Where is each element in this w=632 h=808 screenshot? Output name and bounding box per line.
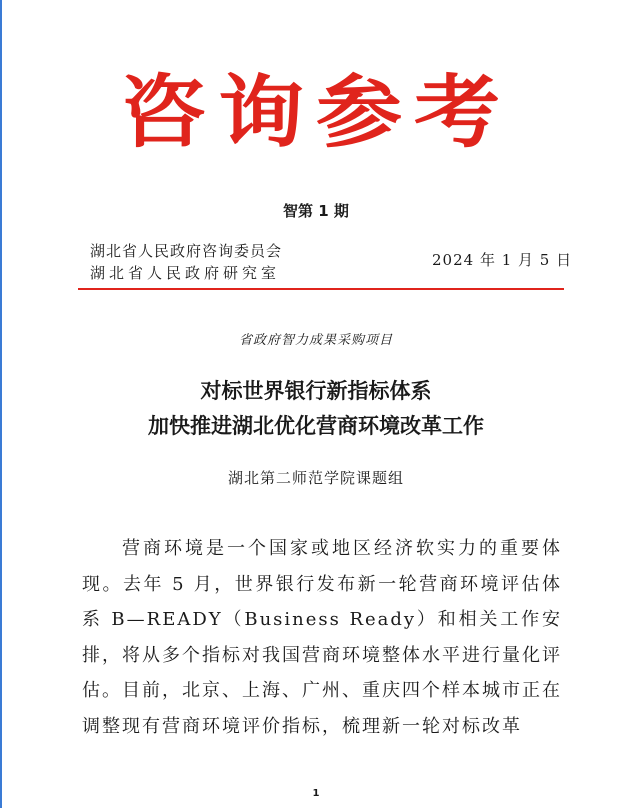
page-number: 1 [312,788,320,799]
issue-date: 2024 年 1 月 5 日 [432,251,573,269]
title-line-2: 加快推进湖北优化营商环境改革工作 [148,413,484,438]
document-title [0,373,632,443]
issuer-block [90,240,282,284]
body-paragraph: 营商环境是一个国家或地区经济软实力的重要体现。去年 5 月，世界银行发布新一轮营商环境评估体系 B—READY（Business Ready）和相关工作安排，将从多个指标对我国营商环境整体水平进行量化评估。目前，北京、上海、广州、重庆四个样本城市正在调整现有营商环境评价指标，梳理新一轮对标改革 [82,538,562,737]
issuer-line-2: 湖北省人民政府研究室 [90,264,281,282]
project-label: 省政府智力成果采购项目 [238,333,393,348]
title-line-1: 对标世界银行新指标体系 [200,378,432,403]
body-text [82,531,562,745]
issue-number: 智第 1 期 [283,202,349,220]
issuer-line-1: 湖北省人民政府咨询委员会 [90,242,283,260]
masthead-title: 咨询参考 [120,66,512,159]
red-divider [78,288,564,290]
author-group: 湖北第二师范学院课题组 [227,469,404,487]
